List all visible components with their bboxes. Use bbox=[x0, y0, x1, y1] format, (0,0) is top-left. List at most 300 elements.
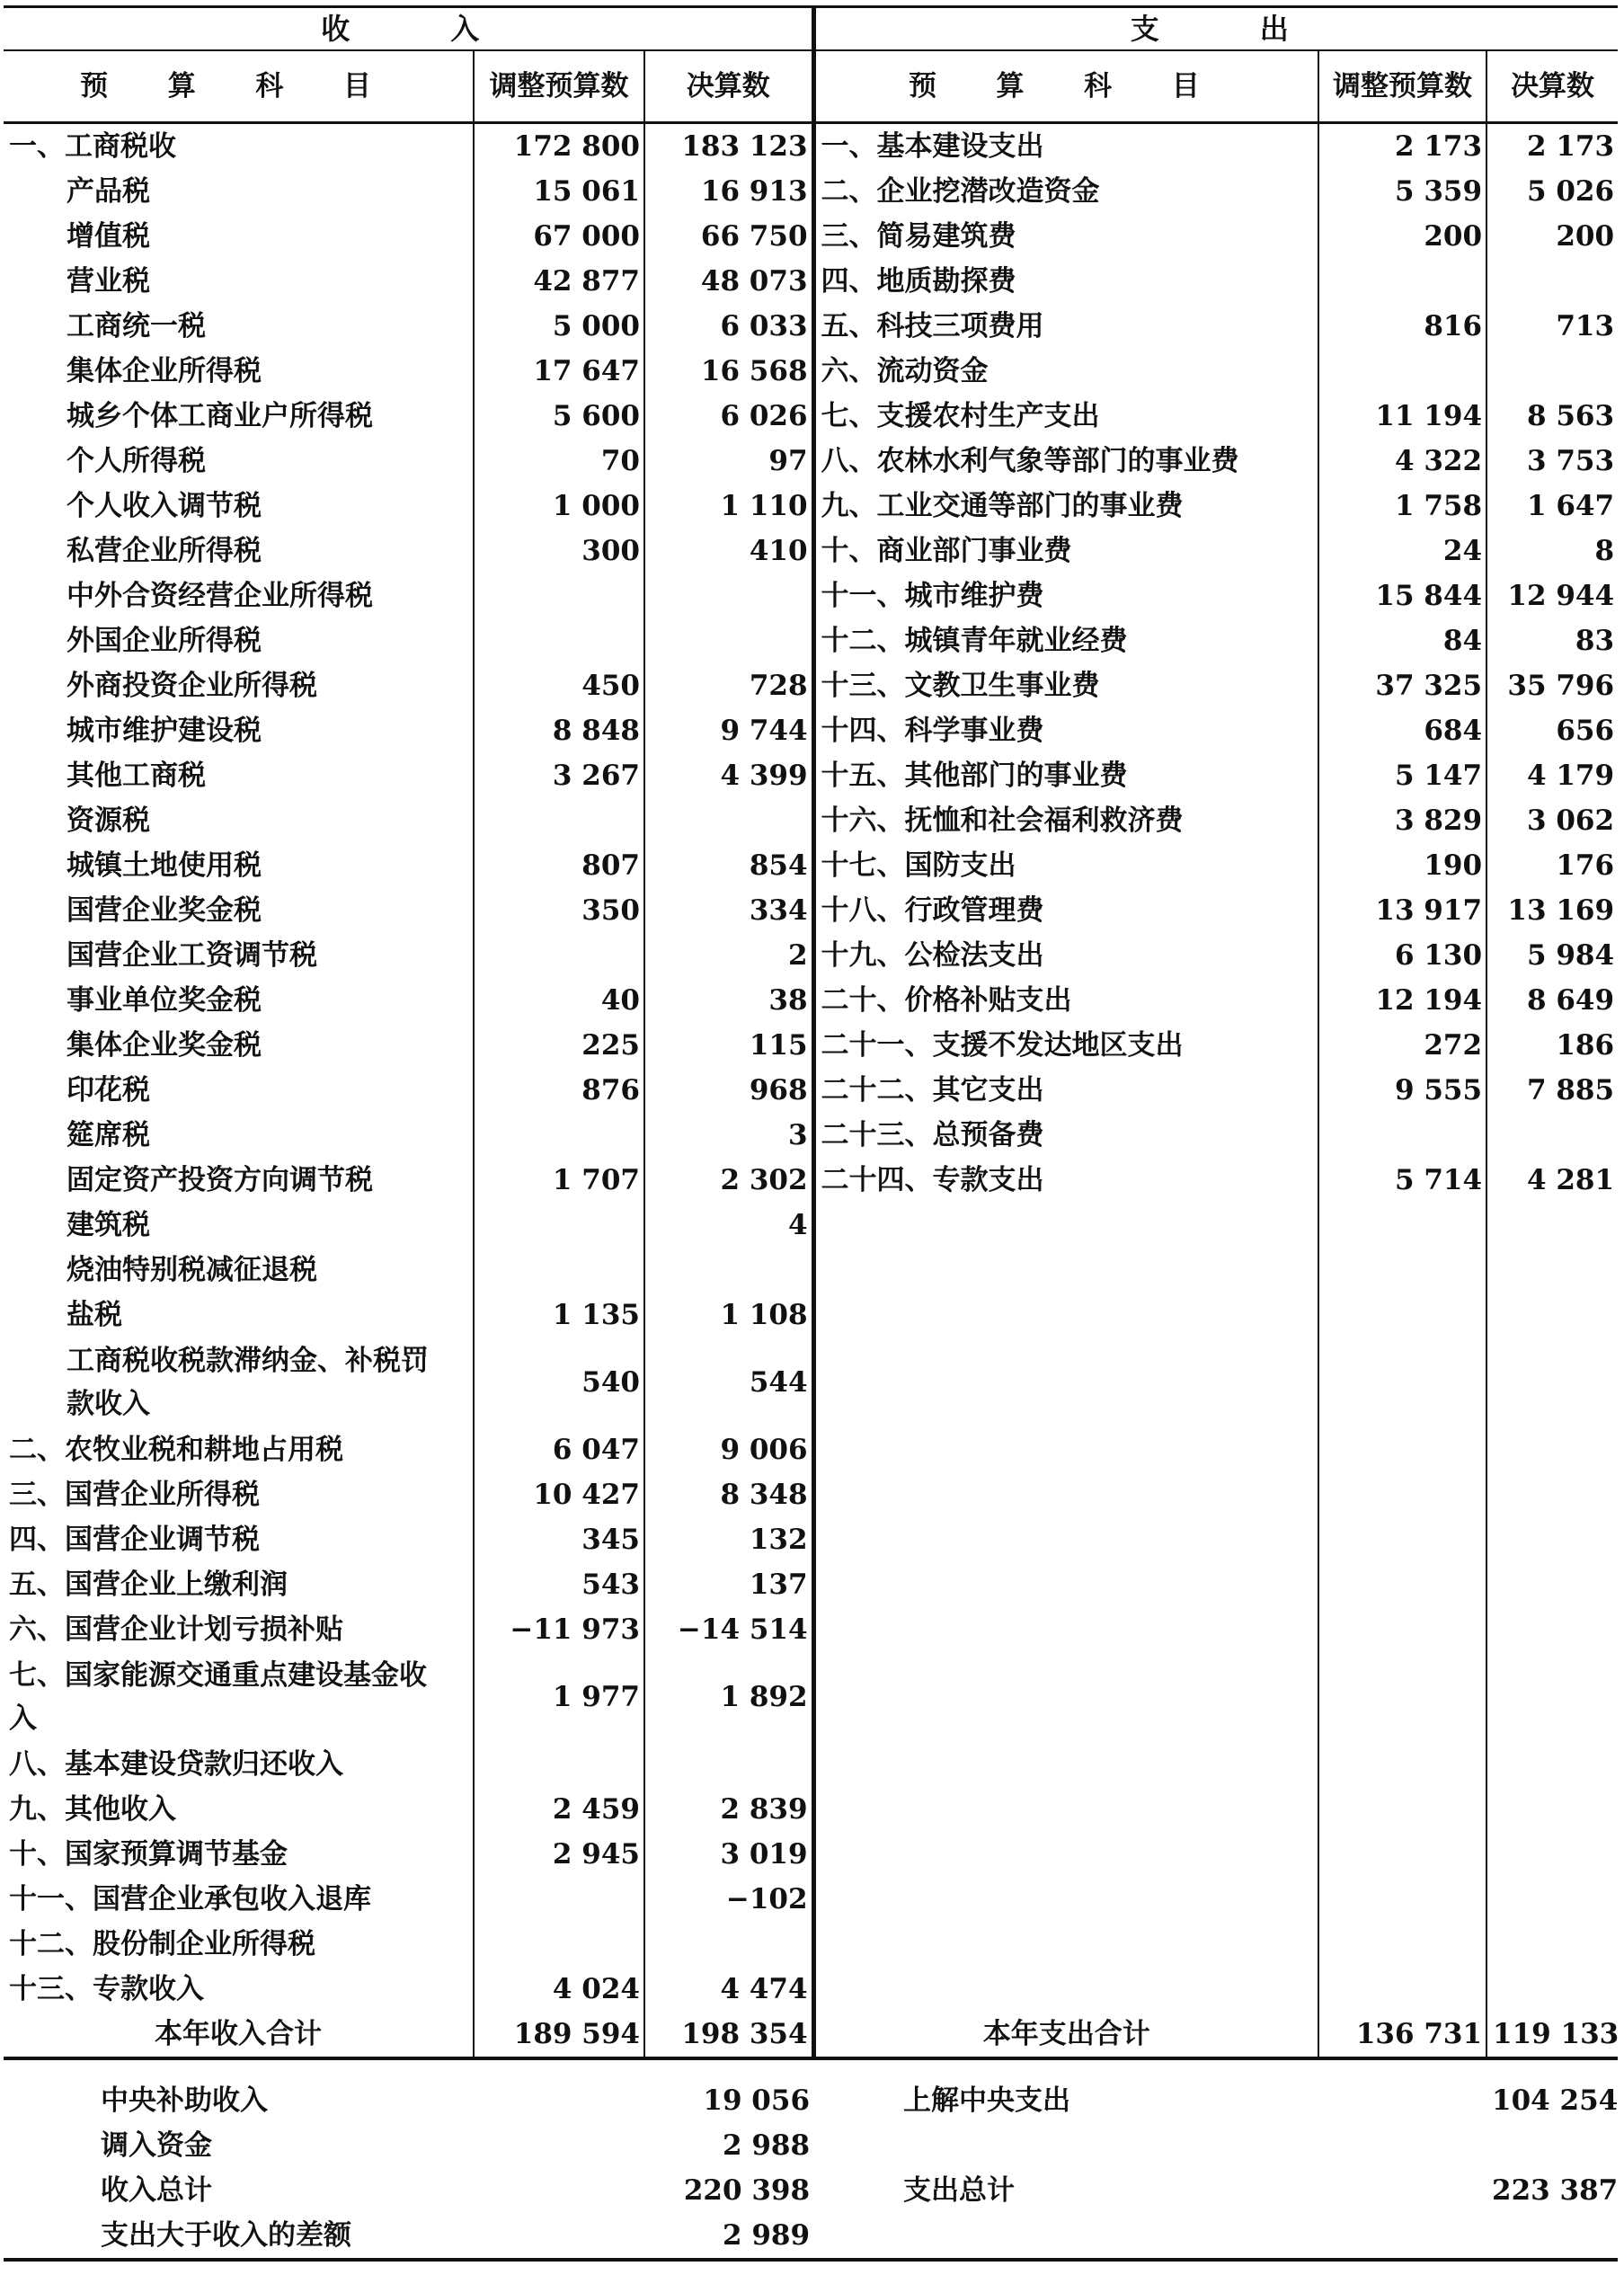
expense-final bbox=[1486, 349, 1618, 394]
expense-empty-cell bbox=[1486, 1877, 1618, 1922]
income-adjusted: 3 267 bbox=[474, 753, 644, 798]
income-final: 6 033 bbox=[644, 304, 813, 349]
expense-adjusted: 13 917 bbox=[1318, 888, 1486, 933]
income-item: 国营企业奖金税 bbox=[67, 894, 262, 927]
table-row bbox=[4, 1203, 1618, 1248]
expense-adjusted: 6 130 bbox=[1318, 933, 1486, 978]
table-row bbox=[4, 1338, 1618, 1427]
table-row bbox=[4, 708, 1618, 753]
income-final: 2 bbox=[644, 933, 813, 978]
expense-item: 十五、其他部门的事业费 bbox=[813, 753, 1318, 798]
expense-item: 三、简易建筑费 bbox=[813, 214, 1318, 259]
summary-row bbox=[4, 2058, 1618, 2123]
income-adjusted: 350 bbox=[474, 888, 644, 933]
income-item: 中外合资经营企业所得税 bbox=[67, 580, 373, 612]
income-item: 增值税 bbox=[67, 220, 150, 253]
income-adjusted: 17 647 bbox=[474, 349, 644, 394]
income-final: −14 514 bbox=[644, 1607, 813, 1652]
table-row bbox=[4, 978, 1618, 1023]
income-final bbox=[644, 573, 813, 618]
income-adjusted: 2 945 bbox=[474, 1832, 644, 1877]
summary-income-value: 2 988 bbox=[722, 2129, 811, 2162]
summary-income-value: 2 989 bbox=[644, 2213, 813, 2260]
expense-empty-cell bbox=[1318, 1652, 1486, 1742]
expense-empty-cell bbox=[813, 1517, 1318, 1562]
expense-final: 5 026 bbox=[1486, 169, 1618, 214]
expense-final: 7 885 bbox=[1486, 1068, 1618, 1113]
expense-empty-cell bbox=[1486, 1248, 1618, 1293]
expense-final: 656 bbox=[1486, 708, 1618, 753]
expense-empty-cell bbox=[813, 1607, 1318, 1652]
table-row bbox=[4, 1787, 1618, 1832]
expense-empty-cell bbox=[1486, 1832, 1618, 1877]
expense-final: 4 179 bbox=[1486, 753, 1618, 798]
expense-item: 五、科技三项费用 bbox=[813, 304, 1318, 349]
income-final: 1 110 bbox=[644, 484, 813, 529]
income-adjusted bbox=[474, 1203, 644, 1248]
summary-expense-label: 支出总计 bbox=[903, 2174, 1016, 2207]
income-adjusted: 540 bbox=[474, 1338, 644, 1427]
income-adjusted bbox=[474, 1877, 644, 1922]
income-final: 16 568 bbox=[644, 349, 813, 394]
expense-empty-cell bbox=[1318, 1472, 1486, 1517]
income-item-header: 预 算 科 目 bbox=[4, 50, 474, 123]
expense-empty-cell bbox=[1486, 1967, 1618, 2012]
expense-adjusted: 5 714 bbox=[1318, 1158, 1486, 1203]
income-item: 十、国家预算调节基金 bbox=[9, 1838, 288, 1871]
summary-row bbox=[4, 2123, 1618, 2168]
budget-rows bbox=[4, 123, 1618, 2059]
expense-item: 二十四、专款支出 bbox=[813, 1158, 1318, 1203]
summary-row bbox=[4, 2213, 1618, 2260]
table-row bbox=[4, 933, 1618, 978]
summary-expense-value bbox=[1486, 2123, 1618, 2168]
expense-final: 713 bbox=[1486, 304, 1618, 349]
expense-empty-cell bbox=[813, 1427, 1318, 1472]
income-adjusted: 5 000 bbox=[474, 304, 644, 349]
expense-adjusted: 4 322 bbox=[1318, 439, 1486, 484]
income-final: 9 006 bbox=[644, 1427, 813, 1472]
income-final: 137 bbox=[644, 1562, 813, 1607]
income-adjusted: 67 000 bbox=[474, 214, 644, 259]
income-item: 营业税 bbox=[67, 265, 150, 298]
expense-empty-cell bbox=[1486, 1517, 1618, 1562]
expense-total-final: 119 133 bbox=[1486, 2012, 1618, 2058]
income-item: 产品税 bbox=[67, 175, 150, 208]
income-total-final: 198 354 bbox=[644, 2012, 813, 2058]
income-item: 印花税 bbox=[67, 1074, 150, 1106]
expense-total-label: 本年支出合计 bbox=[813, 2012, 1318, 2058]
expense-adjusted: 15 844 bbox=[1318, 573, 1486, 618]
income-final: 9 744 bbox=[644, 708, 813, 753]
expense-item: 十八、行政管理费 bbox=[813, 888, 1318, 933]
table-row bbox=[4, 618, 1618, 663]
expense-empty-cell bbox=[1486, 1338, 1618, 1427]
income-adjusted: 8 848 bbox=[474, 708, 644, 753]
expense-empty-cell bbox=[813, 1832, 1318, 1877]
income-final: 4 399 bbox=[644, 753, 813, 798]
expense-item: 八、农林水利气象等部门的事业费 bbox=[813, 439, 1318, 484]
expense-empty-cell bbox=[1318, 1877, 1486, 1922]
table-row bbox=[4, 349, 1618, 394]
expense-adjusted: 2 173 bbox=[1318, 123, 1486, 170]
expense-item: 二十二、其它支出 bbox=[813, 1068, 1318, 1113]
expense-empty-cell bbox=[1486, 1652, 1618, 1742]
income-final: 544 bbox=[644, 1338, 813, 1427]
expense-empty-cell bbox=[1318, 1427, 1486, 1472]
expense-empty-cell bbox=[1486, 1742, 1618, 1787]
expense-empty-cell bbox=[1318, 1203, 1486, 1248]
expense-adjusted bbox=[1318, 1113, 1486, 1158]
summary-income-value: 220 398 bbox=[683, 2174, 811, 2207]
income-item: 二、农牧业税和耕地占用税 bbox=[9, 1434, 343, 1466]
income-item: 城乡个体工商业户所得税 bbox=[67, 400, 373, 432]
summary-income-value: 19 056 bbox=[703, 2084, 811, 2117]
expense-adjusted bbox=[1318, 259, 1486, 304]
income-item: 集体企业奖金税 bbox=[67, 1029, 262, 1062]
summary-income-label: 中央补助收入 bbox=[101, 2084, 268, 2117]
expense-empty-cell bbox=[1486, 1427, 1618, 1472]
expense-adjusted: 12 194 bbox=[1318, 978, 1486, 1023]
income-adjusted: 345 bbox=[474, 1517, 644, 1562]
table-row bbox=[4, 1023, 1618, 1068]
expense-final: 5 984 bbox=[1486, 933, 1618, 978]
column-header-row bbox=[4, 50, 1618, 123]
table-row bbox=[4, 1742, 1618, 1787]
income-item: 资源税 bbox=[67, 804, 150, 837]
expense-item: 十六、抚恤和社会福利救济费 bbox=[813, 798, 1318, 843]
income-adjusted: −11 973 bbox=[474, 1607, 644, 1652]
expense-item: 一、基本建设支出 bbox=[813, 123, 1318, 170]
income-adjusted: 1 707 bbox=[474, 1158, 644, 1203]
expense-adjusted: 24 bbox=[1318, 529, 1486, 573]
income-final: 2 839 bbox=[644, 1787, 813, 1832]
expense-adjusted: 1 758 bbox=[1318, 484, 1486, 529]
expense-adjusted: 3 829 bbox=[1318, 798, 1486, 843]
income-final: 16 913 bbox=[644, 169, 813, 214]
expense-final: 8 bbox=[1486, 529, 1618, 573]
table-row bbox=[4, 1607, 1618, 1652]
expense-adjusted: 272 bbox=[1318, 1023, 1486, 1068]
table-row bbox=[4, 1832, 1618, 1877]
income-adjusted: 1 135 bbox=[474, 1293, 644, 1338]
budget-table bbox=[4, 5, 1618, 2262]
summary-spacer bbox=[1318, 2213, 1486, 2260]
table-row bbox=[4, 1922, 1618, 1967]
income-final bbox=[644, 798, 813, 843]
table-row bbox=[4, 169, 1618, 214]
income-adjusted: 225 bbox=[474, 1023, 644, 1068]
income-final: 854 bbox=[644, 843, 813, 888]
income-final: −102 bbox=[644, 1877, 813, 1922]
expense-final bbox=[1486, 1113, 1618, 1158]
income-item: 十三、专款收入 bbox=[9, 1973, 204, 2005]
summary-expense-value: 223 387 bbox=[1492, 2174, 1619, 2207]
income-adjusted: 15 061 bbox=[474, 169, 644, 214]
income-final: 48 073 bbox=[644, 259, 813, 304]
expense-final: 1 647 bbox=[1486, 484, 1618, 529]
expense-final: 3 062 bbox=[1486, 798, 1618, 843]
income-adjusted: 807 bbox=[474, 843, 644, 888]
expense-empty-cell bbox=[1318, 1832, 1486, 1877]
expense-adjusted bbox=[1318, 349, 1486, 394]
summary-spacer bbox=[1318, 2168, 1486, 2213]
income-item: 工商税收税款滞纳金、补税罚款收入 bbox=[67, 1345, 429, 1420]
summary-spacer bbox=[474, 2168, 644, 2213]
income-adjusted: 4 024 bbox=[474, 1967, 644, 2012]
income-final: 3 bbox=[644, 1113, 813, 1158]
expense-adjusted: 684 bbox=[1318, 708, 1486, 753]
income-item: 六、国营企业计划亏损补贴 bbox=[9, 1613, 343, 1646]
income-final: 4 bbox=[644, 1203, 813, 1248]
expense-empty-cell bbox=[813, 1203, 1318, 1248]
income-final: 115 bbox=[644, 1023, 813, 1068]
income-total-adjusted: 189 594 bbox=[474, 2012, 644, 2058]
expense-item: 二十一、支援不发达地区支出 bbox=[813, 1023, 1318, 1068]
table-row bbox=[4, 123, 1618, 170]
income-adjusted bbox=[474, 1742, 644, 1787]
income-item: 事业单位奖金税 bbox=[67, 984, 262, 1017]
income-item: 私营企业所得税 bbox=[67, 535, 262, 567]
income-adjusted: 10 427 bbox=[474, 1472, 644, 1517]
expense-empty-cell bbox=[1486, 1607, 1618, 1652]
income-final: 183 123 bbox=[644, 123, 813, 170]
table-row bbox=[4, 304, 1618, 349]
expense-empty-cell bbox=[1486, 1922, 1618, 1967]
income-item: 城市维护建设税 bbox=[67, 715, 262, 747]
income-adjusted bbox=[474, 1922, 644, 1967]
expense-empty-cell bbox=[1486, 1293, 1618, 1338]
income-adjusted bbox=[474, 1248, 644, 1293]
income-final: 410 bbox=[644, 529, 813, 573]
expense-empty-cell bbox=[1318, 1607, 1486, 1652]
summary-expense-label: 上解中央支出 bbox=[903, 2084, 1071, 2117]
summary-spacer bbox=[1318, 2123, 1486, 2168]
expense-adjusted: 84 bbox=[1318, 618, 1486, 663]
section-header-row bbox=[4, 7, 1618, 51]
expense-empty-cell bbox=[1486, 1203, 1618, 1248]
expense-item-header: 预 算 科 目 bbox=[813, 50, 1318, 123]
income-final bbox=[644, 618, 813, 663]
expense-item: 十九、公检法支出 bbox=[813, 933, 1318, 978]
expense-empty-cell bbox=[813, 1742, 1318, 1787]
income-item: 外国企业所得税 bbox=[67, 625, 262, 657]
summary-spacer bbox=[474, 2058, 644, 2123]
table-row bbox=[4, 1967, 1618, 2012]
expense-final: 3 753 bbox=[1486, 439, 1618, 484]
table-row bbox=[4, 1068, 1618, 1113]
expense-adjusted-header: 调整预算数 bbox=[1318, 50, 1486, 123]
expense-empty-cell bbox=[813, 1877, 1318, 1922]
expense-item: 十四、科学事业费 bbox=[813, 708, 1318, 753]
income-item: 建筑税 bbox=[67, 1209, 150, 1241]
income-final: 968 bbox=[644, 1068, 813, 1113]
summary-income-label: 支出大于收入的差额 bbox=[4, 2213, 474, 2260]
income-adjusted: 1 977 bbox=[474, 1652, 644, 1742]
income-item: 集体企业所得税 bbox=[67, 355, 262, 387]
expense-empty-cell bbox=[1318, 1922, 1486, 1967]
expense-empty-cell bbox=[813, 1293, 1318, 1338]
expense-final: 4 281 bbox=[1486, 1158, 1618, 1203]
expense-empty-cell bbox=[1318, 1293, 1486, 1338]
expense-final: 12 944 bbox=[1486, 573, 1618, 618]
table-row bbox=[4, 1652, 1618, 1742]
expense-item: 二十三、总预备费 bbox=[813, 1113, 1318, 1158]
income-final-header: 决算数 bbox=[644, 50, 813, 123]
income-adjusted bbox=[474, 618, 644, 663]
income-final: 2 302 bbox=[644, 1158, 813, 1203]
expense-empty-cell bbox=[813, 1967, 1318, 2012]
income-item: 工商统一税 bbox=[67, 310, 206, 342]
expense-final: 35 796 bbox=[1486, 663, 1618, 708]
income-adjusted: 450 bbox=[474, 663, 644, 708]
expense-empty-cell bbox=[813, 1338, 1318, 1427]
expense-item: 十三、文教卫生事业费 bbox=[813, 663, 1318, 708]
expense-section-title: 支 出 bbox=[813, 7, 1618, 51]
income-item: 盐税 bbox=[67, 1299, 122, 1331]
income-final: 132 bbox=[644, 1517, 813, 1562]
expense-final: 176 bbox=[1486, 843, 1618, 888]
income-adjusted: 300 bbox=[474, 529, 644, 573]
income-final: 8 348 bbox=[644, 1472, 813, 1517]
expense-empty-cell bbox=[813, 1922, 1318, 1967]
income-final bbox=[644, 1742, 813, 1787]
expense-adjusted: 200 bbox=[1318, 214, 1486, 259]
table-row bbox=[4, 529, 1618, 573]
totals-row bbox=[4, 2012, 1618, 2058]
expense-item: 九、工业交通等部门的事业费 bbox=[813, 484, 1318, 529]
expense-total-adjusted: 136 731 bbox=[1318, 2012, 1486, 2058]
summary-expense-label bbox=[813, 2123, 1318, 2168]
expense-item: 二、企业挖潜改造资金 bbox=[813, 169, 1318, 214]
income-item: 城镇土地使用税 bbox=[67, 849, 262, 882]
income-section-title: 收 入 bbox=[4, 7, 813, 51]
table-row bbox=[4, 1472, 1618, 1517]
income-adjusted bbox=[474, 1113, 644, 1158]
table-row bbox=[4, 1113, 1618, 1158]
expense-item: 二十、价格补贴支出 bbox=[813, 978, 1318, 1023]
expense-empty-cell bbox=[1318, 1248, 1486, 1293]
income-adjusted: 172 800 bbox=[474, 123, 644, 170]
income-item: 外商投资企业所得税 bbox=[67, 670, 317, 702]
income-item: 筵席税 bbox=[67, 1119, 150, 1151]
income-item: 固定资产投资方向调节税 bbox=[67, 1164, 373, 1196]
income-final: 66 750 bbox=[644, 214, 813, 259]
income-adjusted: 1 000 bbox=[474, 484, 644, 529]
income-final: 38 bbox=[644, 978, 813, 1023]
summary-spacer bbox=[474, 2123, 644, 2168]
income-adjusted: 40 bbox=[474, 978, 644, 1023]
expense-empty-cell bbox=[1318, 1967, 1486, 2012]
expense-item: 十一、城市维护费 bbox=[813, 573, 1318, 618]
expense-final-header: 决算数 bbox=[1486, 50, 1618, 123]
income-item: 烧油特别税减征退税 bbox=[67, 1254, 317, 1286]
income-item: 十一、国营企业承包收入退库 bbox=[9, 1883, 371, 1915]
income-item: 八、基本建设贷款归还收入 bbox=[9, 1748, 343, 1781]
table-row bbox=[4, 1427, 1618, 1472]
expense-adjusted: 9 555 bbox=[1318, 1068, 1486, 1113]
expense-adjusted: 37 325 bbox=[1318, 663, 1486, 708]
summary-row bbox=[4, 2168, 1618, 2213]
income-item: 三、国营企业所得税 bbox=[9, 1479, 260, 1511]
expense-adjusted: 5 359 bbox=[1318, 169, 1486, 214]
expense-empty-cell bbox=[813, 1562, 1318, 1607]
table-row bbox=[4, 1517, 1618, 1562]
income-final bbox=[644, 1248, 813, 1293]
expense-empty-cell bbox=[813, 1472, 1318, 1517]
expense-final: 13 169 bbox=[1486, 888, 1618, 933]
table-row bbox=[4, 259, 1618, 304]
table-row bbox=[4, 439, 1618, 484]
income-final: 4 474 bbox=[644, 1967, 813, 2012]
income-final: 97 bbox=[644, 439, 813, 484]
table-row bbox=[4, 1877, 1618, 1922]
summary-expense-value bbox=[1486, 2213, 1618, 2260]
expense-final: 8 649 bbox=[1486, 978, 1618, 1023]
table-row bbox=[4, 484, 1618, 529]
expense-final bbox=[1486, 259, 1618, 304]
summary-income-label: 收入总计 bbox=[101, 2174, 212, 2207]
income-adjusted bbox=[474, 933, 644, 978]
summary-spacer bbox=[474, 2213, 644, 2260]
table-row bbox=[4, 843, 1618, 888]
table-row bbox=[4, 1248, 1618, 1293]
expense-final: 2 173 bbox=[1486, 123, 1618, 170]
income-adjusted bbox=[474, 573, 644, 618]
expense-adjusted: 816 bbox=[1318, 304, 1486, 349]
income-final: 1 892 bbox=[644, 1652, 813, 1742]
income-item: 七、国家能源交通重点建设基金收入 bbox=[9, 1659, 427, 1735]
expense-adjusted: 11 194 bbox=[1318, 394, 1486, 439]
income-adjusted: 6 047 bbox=[474, 1427, 644, 1472]
income-adjusted: 543 bbox=[474, 1562, 644, 1607]
expense-empty-cell bbox=[1318, 1338, 1486, 1427]
table-row bbox=[4, 1158, 1618, 1203]
expense-empty-cell bbox=[813, 1248, 1318, 1293]
income-adjusted: 2 459 bbox=[474, 1787, 644, 1832]
summary-expense-label bbox=[813, 2213, 1318, 2260]
income-item: 个人收入调节税 bbox=[67, 490, 262, 522]
expense-item: 四、地质勘探费 bbox=[813, 259, 1318, 304]
summary-expense-value: 104 254 bbox=[1492, 2084, 1619, 2117]
expense-final: 8 563 bbox=[1486, 394, 1618, 439]
income-adjusted: 70 bbox=[474, 439, 644, 484]
expense-final: 200 bbox=[1486, 214, 1618, 259]
income-item: 五、国营企业上缴利润 bbox=[9, 1569, 288, 1601]
table-row bbox=[4, 573, 1618, 618]
income-item: 一、工商税收 bbox=[9, 130, 176, 163]
summary-spacer bbox=[1318, 2058, 1486, 2123]
expense-empty-cell bbox=[1318, 1562, 1486, 1607]
income-final bbox=[644, 1922, 813, 1967]
income-adjusted-header: 调整预算数 bbox=[474, 50, 644, 123]
expense-empty-cell bbox=[1486, 1472, 1618, 1517]
expense-empty-cell bbox=[813, 1652, 1318, 1742]
table-row bbox=[4, 888, 1618, 933]
table-row bbox=[4, 798, 1618, 843]
table-row bbox=[4, 394, 1618, 439]
income-adjusted: 876 bbox=[474, 1068, 644, 1113]
expense-adjusted: 190 bbox=[1318, 843, 1486, 888]
summary-rows bbox=[4, 2058, 1618, 2260]
income-final: 334 bbox=[644, 888, 813, 933]
income-item: 九、其他收入 bbox=[9, 1793, 176, 1826]
income-total-label: 本年收入合计 bbox=[4, 2012, 474, 2058]
table-row bbox=[4, 1293, 1618, 1338]
income-item: 四、国营企业调节税 bbox=[9, 1524, 260, 1556]
expense-item: 十、商业部门事业费 bbox=[813, 529, 1318, 573]
income-adjusted: 5 600 bbox=[474, 394, 644, 439]
